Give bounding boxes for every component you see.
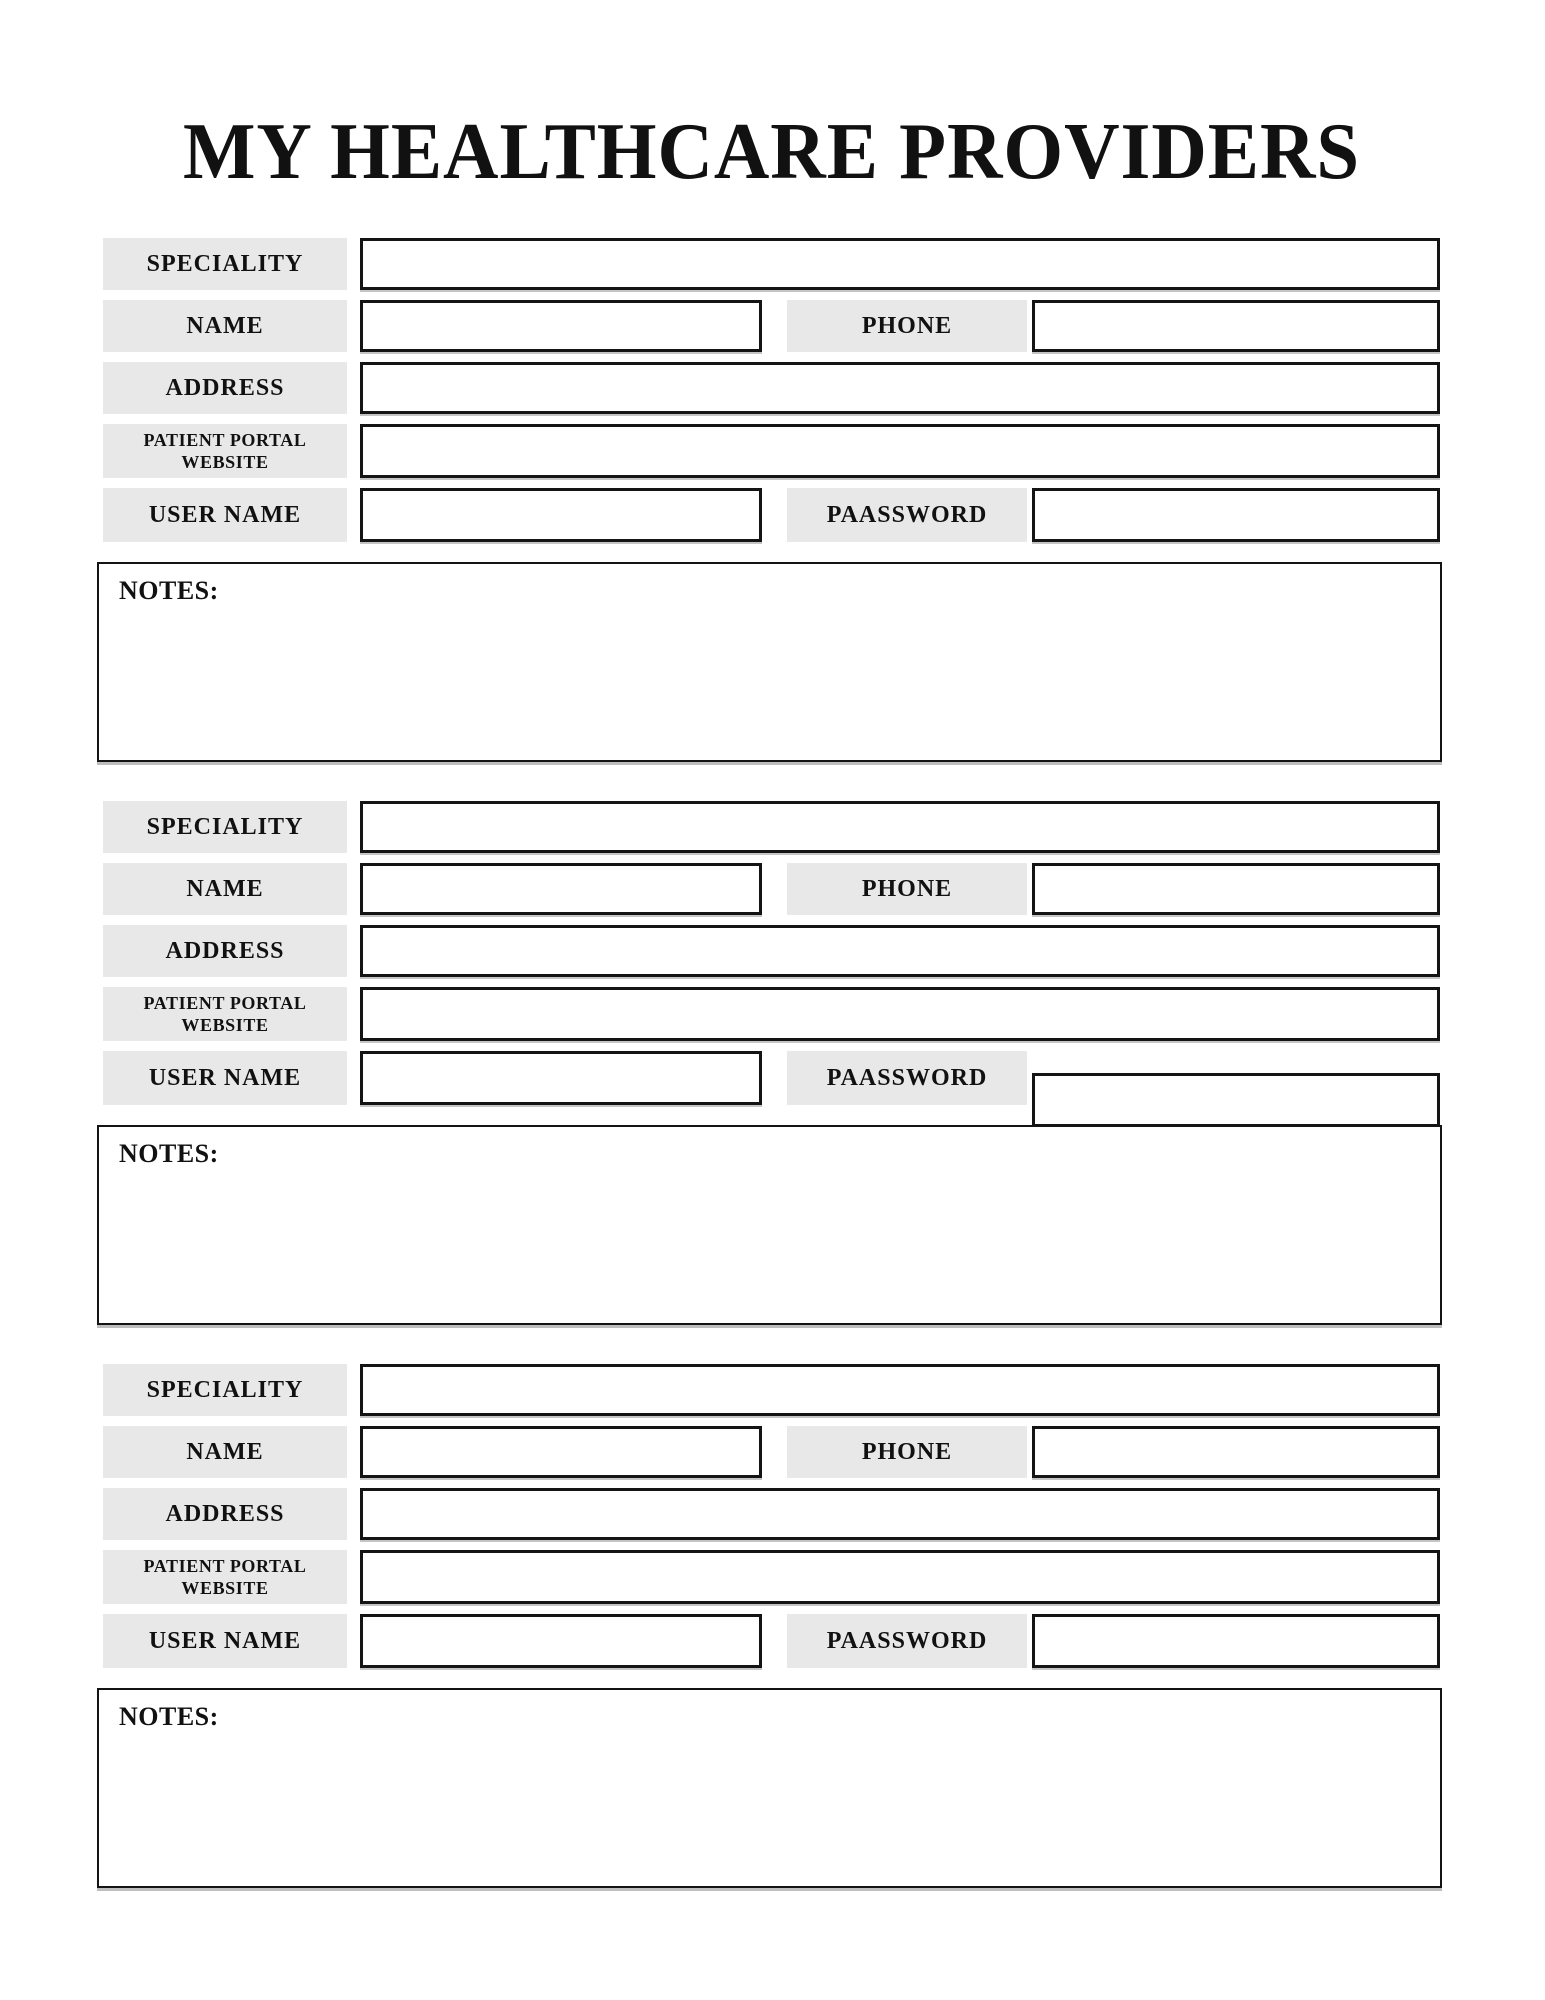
provider-section-2 — [103, 801, 1440, 1325]
speciality-label: SPECIALITY — [103, 1364, 347, 1416]
password-label: PAASSWORD — [787, 1614, 1027, 1668]
patient-portal-website-label — [103, 987, 347, 1041]
address-label: ADDRESS — [103, 1488, 347, 1540]
phone-input[interactable] — [1032, 1426, 1440, 1478]
username-password-row — [103, 488, 1440, 542]
notes-box — [97, 562, 1442, 762]
notes-box — [97, 1125, 1442, 1325]
address-input[interactable] — [360, 925, 1440, 977]
patient-portal-website-label — [103, 424, 347, 478]
user-name-label: USER NAME — [103, 488, 347, 542]
password-input[interactable] — [1032, 488, 1440, 542]
speciality-row — [103, 1364, 1440, 1416]
phone-label: PHONE — [787, 863, 1027, 915]
speciality-label: SPECIALITY — [103, 238, 347, 290]
phone-label: PHONE — [787, 300, 1027, 352]
page-title: MY HEALTHCARE PROVIDERS — [182, 108, 1361, 196]
provider-section-1 — [103, 238, 1440, 762]
speciality-label: SPECIALITY — [103, 801, 347, 853]
notes-textarea[interactable] — [99, 1127, 1440, 1323]
name-label: NAME — [103, 300, 347, 352]
patient-portal-row — [103, 987, 1440, 1041]
password-label: PAASSWORD — [787, 1051, 1027, 1105]
address-input[interactable] — [360, 362, 1440, 414]
name-label: NAME — [103, 1426, 347, 1478]
speciality-row — [103, 801, 1440, 853]
speciality-row — [103, 238, 1440, 290]
address-row — [103, 925, 1440, 977]
name-phone-row — [103, 863, 1440, 915]
name-input[interactable] — [360, 300, 762, 352]
phone-input[interactable] — [1032, 863, 1440, 915]
patient-portal-row — [103, 424, 1440, 478]
patient-portal-website-input[interactable] — [360, 424, 1440, 478]
name-phone-row — [103, 1426, 1440, 1478]
patient-portal-label-line2: WEBSITE — [181, 1015, 269, 1035]
notes-textarea[interactable] — [99, 564, 1440, 760]
password-label: PAASSWORD — [787, 488, 1027, 542]
speciality-input[interactable] — [360, 801, 1440, 853]
patient-portal-row — [103, 1550, 1440, 1604]
patient-portal-label-line1: PATIENT PORTAL — [143, 1555, 307, 1576]
patient-portal-website-input[interactable] — [360, 987, 1440, 1041]
patient-portal-label-line1: PATIENT PORTAL — [143, 429, 307, 450]
username-password-row — [103, 1614, 1440, 1668]
speciality-input[interactable] — [360, 238, 1440, 290]
patient-portal-label-line2: WEBSITE — [181, 452, 269, 472]
address-label: ADDRESS — [103, 362, 347, 414]
address-input[interactable] — [360, 1488, 1440, 1540]
user-name-input[interactable] — [360, 1051, 762, 1105]
provider-section-3 — [103, 1364, 1440, 1888]
password-input[interactable] — [1032, 1614, 1440, 1668]
patient-portal-label-line1: PATIENT PORTAL — [143, 992, 307, 1013]
patient-portal-website-input[interactable] — [360, 1550, 1440, 1604]
user-name-label: USER NAME — [103, 1614, 347, 1668]
notes-box — [97, 1688, 1442, 1888]
phone-label: PHONE — [787, 1426, 1027, 1478]
name-label: NAME — [103, 863, 347, 915]
user-name-input[interactable] — [360, 488, 762, 542]
phone-input[interactable] — [1032, 300, 1440, 352]
notes-textarea[interactable] — [99, 1690, 1440, 1886]
notes-label: NOTES: — [119, 1702, 219, 1731]
patient-portal-label-line2: WEBSITE — [181, 1578, 269, 1598]
address-label: ADDRESS — [103, 925, 347, 977]
name-input[interactable] — [360, 863, 762, 915]
patient-portal-website-label — [103, 1550, 347, 1604]
address-row — [103, 362, 1440, 414]
address-row — [103, 1488, 1440, 1540]
speciality-input[interactable] — [360, 1364, 1440, 1416]
user-name-input[interactable] — [360, 1614, 762, 1668]
notes-label: NOTES: — [119, 576, 219, 605]
name-phone-row — [103, 300, 1440, 352]
username-password-row — [103, 1051, 1440, 1105]
name-input[interactable] — [360, 1426, 762, 1478]
user-name-label: USER NAME — [103, 1051, 347, 1105]
password-input[interactable] — [1032, 1073, 1440, 1127]
notes-label: NOTES: — [119, 1139, 219, 1168]
